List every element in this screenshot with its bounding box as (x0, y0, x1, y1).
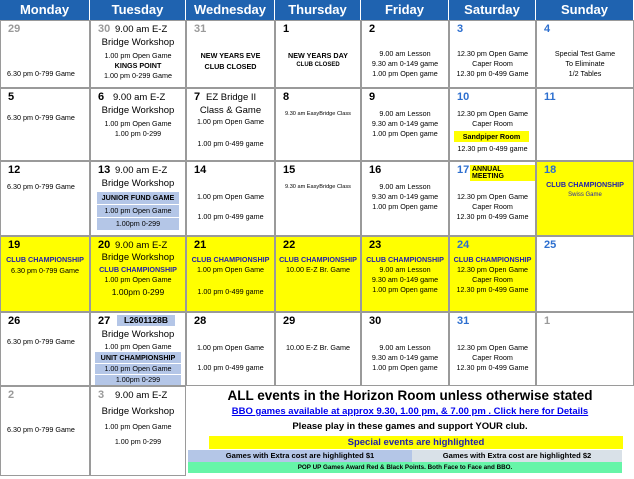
event-text: 12.30 pm 0-499 Game (456, 69, 529, 78)
event-text: 9.00 am Lesson (379, 109, 431, 118)
event-text: 6.30 pm 0-799 Game (11, 266, 79, 275)
date-number: 19 (8, 239, 21, 251)
event-text: 9.00 am Lesson (379, 265, 431, 274)
day-cell (90, 386, 186, 476)
event-text: To Eliminate (565, 59, 605, 68)
day-cell (90, 88, 186, 161)
event-text: 12.30 pm Open Game (456, 265, 529, 274)
date-number: 10 (457, 91, 470, 103)
event-text: KINGS POINT (114, 61, 162, 70)
day-cell (90, 312, 186, 386)
event-text: Caper Room (472, 59, 513, 68)
day-cell (275, 20, 361, 88)
event-text: 12.30 pm 0-499 game (457, 144, 528, 153)
event-text: 9.30 am 0-149 game (371, 59, 439, 68)
event-text: 1.00 pm Open Game (196, 343, 265, 352)
extra-cost-highlight: L2601128B (117, 315, 175, 326)
event-text: CLUB CHAMPIONSHIP (279, 255, 357, 264)
event-text: Bridge Workshop (101, 329, 175, 340)
date-number: 28 (194, 315, 207, 327)
header-sunday: Sunday (536, 0, 634, 20)
event-text: 6.30 pm 0-799 Game (7, 182, 75, 191)
event-text: 1.00 pm 0-499 game (197, 139, 264, 148)
header-thursday: Thursday (275, 0, 361, 20)
event-text: 6.30 pm 0-799 Game (7, 425, 75, 434)
event-text: 1.00 pm 0-299 (114, 129, 162, 138)
event-text: 1.00 pm Open Game (104, 275, 172, 284)
event-text: 12.30 pm 0-499 Game (456, 363, 529, 372)
day-cell (536, 236, 634, 312)
date-number: 20 (98, 239, 111, 251)
event-text: Special Test Game (554, 49, 616, 58)
event-text: 9.30 am EasyBridge Class (285, 111, 351, 117)
support-club-note: Please play in these games and support YOUR club. (292, 421, 528, 432)
event-text: 9.00 am E-Z (113, 92, 166, 103)
date-number: 9 (369, 91, 376, 103)
day-cell (536, 312, 634, 386)
event-text: 9.30 am EasyBridge Class (285, 184, 351, 190)
special-events-legend: Special events are highlighted (209, 436, 623, 449)
date-number: 5 (8, 91, 15, 103)
day-cell-special (0, 236, 90, 312)
date-number: 26 (8, 315, 21, 327)
extra-cost-highlight: UNIT CHAMPIONSHIP (95, 352, 181, 363)
day-cell (361, 312, 449, 386)
date-number: 12 (8, 164, 21, 176)
event-text: 1/2 Tables (568, 69, 602, 78)
event-text: CLUB CLOSED (204, 62, 257, 71)
event-text: 6.30 pm 0-799 Game (7, 69, 75, 78)
event-text: 12.30 pm 0-499 Game (456, 212, 529, 221)
day-cell (0, 161, 90, 236)
event-text: Bridge Workshop (101, 37, 175, 48)
date-number: 29 (283, 315, 296, 327)
date-number: 13 (98, 164, 111, 176)
special-event-highlight: ANNUAL MEETING (470, 165, 535, 181)
date-number: 4 (544, 23, 551, 35)
date-number: 27 (98, 315, 111, 327)
event-text: 12.30 pm Open Game (456, 343, 529, 352)
day-cell (449, 312, 536, 386)
day-cell (361, 88, 449, 161)
date-number: 7 (194, 91, 201, 103)
event-text: 1.00 pm Open game (372, 363, 438, 372)
day-cell (536, 20, 634, 88)
event-text: 12.30 pm 0-499 Game (456, 285, 529, 294)
event-text: 1.00 pm Open Game (104, 422, 172, 431)
header-tuesday: Tuesday (90, 0, 186, 20)
day-cell (449, 88, 536, 161)
popup-games-legend: POP UP Games Award Red & Black Points. Both Face to Face and BBO. (188, 462, 622, 473)
header-friday: Friday (361, 0, 449, 20)
date-number: 31 (194, 23, 207, 35)
event-text: 9.00 am E-Z (115, 390, 168, 401)
day-cell-special (449, 236, 536, 312)
date-number: 2 (8, 389, 15, 401)
event-text: 1.00 pm Open game (372, 202, 438, 211)
event-text: 9.30 am 0-149 game (371, 119, 439, 128)
date-number: 14 (194, 164, 207, 176)
event-text: Caper Room (472, 119, 513, 128)
event-text: CLUB CHAMPIONSHIP (6, 255, 84, 264)
day-cell (0, 386, 90, 476)
header-saturday: Saturday (449, 0, 536, 20)
extra-cost-legend-2: Games with Extra cost are highlighted $2 (412, 450, 622, 462)
day-cell (186, 20, 275, 88)
event-text: 1.00 pm 0-499 game (197, 212, 264, 221)
day-cell-special (275, 236, 361, 312)
header-wednesday: Wednesday (186, 0, 275, 20)
date-number: 17 (457, 164, 470, 176)
day-cell (449, 161, 536, 236)
day-cell (0, 312, 90, 386)
event-text: Bridge Workshop (101, 406, 175, 417)
event-text: 1.00 pm Open Game (196, 192, 265, 201)
event-text: 9.00 am Lesson (379, 182, 431, 191)
event-text: 1.00 pm Open Game (104, 51, 172, 60)
header-monday: Monday (0, 0, 90, 20)
day-cell-special (90, 236, 186, 312)
day-cell (361, 20, 449, 88)
date-number: 1 (544, 315, 551, 327)
date-number: 31 (457, 315, 470, 327)
extra-cost-highlight: 1.00pm 0-299 (97, 218, 179, 230)
day-cell (90, 161, 186, 236)
extra-cost-highlight: JUNIOR FUND GAME (97, 192, 179, 204)
event-text: 6.30 pm 0-799 Game (7, 113, 75, 122)
event-text: 9.30 am 0-149 game (371, 353, 439, 362)
day-cell (186, 88, 275, 161)
date-number: 8 (283, 91, 290, 103)
day-cell (361, 161, 449, 236)
date-number: 11 (544, 91, 556, 103)
event-text: 9.00 am E-Z (115, 240, 168, 251)
event-text: Caper Room (472, 353, 513, 362)
day-cell (275, 161, 361, 236)
extra-cost-highlight: 1.00 pm Open Game (97, 205, 179, 217)
event-text: CLUB CHAMPIONSHIP (191, 255, 270, 264)
event-text: 1.00pm 0-299 (111, 287, 165, 297)
event-text: 1.00 pm Open Game (196, 117, 265, 126)
date-number: 23 (369, 239, 382, 251)
event-text: 9.30 am 0-149 game (371, 192, 439, 201)
day-cell (0, 20, 90, 88)
event-text: NEW YEARS DAY (288, 51, 348, 60)
event-text: 1.00 pm 0-499 game (197, 363, 264, 372)
event-text: 1.00 pm Open game (372, 285, 438, 294)
day-cell-special (186, 236, 275, 312)
event-text: 1.00 pm Open Game (104, 119, 172, 128)
event-text: 1.00 pm Open Game (196, 265, 265, 274)
day-cell (449, 20, 536, 88)
event-text: 9.00 am E-Z (115, 165, 168, 176)
event-text: 1.00 pm 0-299 (114, 437, 162, 446)
event-text: NEW YEARS EVE (200, 51, 261, 60)
day-cell-special (361, 236, 449, 312)
event-text: CLUB CHAMPIONSHIP (366, 255, 444, 264)
event-text: CLUB CHAMPIONSHIP (453, 255, 532, 264)
day-cell (186, 312, 275, 386)
date-number: 21 (194, 239, 207, 251)
event-text: Swiss Game (568, 192, 602, 198)
event-text: Bridge Workshop (101, 252, 175, 263)
event-text: 1.00 pm 0-299 Game (104, 71, 172, 80)
date-number: 1 (283, 23, 290, 35)
event-text: 10.00 E-Z Br. Game (286, 265, 350, 274)
date-number: 25 (544, 239, 557, 251)
date-number: 24 (457, 239, 470, 251)
bbo-details-link[interactable]: BBO games available at approx 9.30, 1.00 pm, & 7.00 pm . Click here for Details (231, 406, 589, 417)
day-cell (90, 20, 186, 88)
event-text: Caper Room (472, 275, 513, 284)
extra-cost-legend-1: Games with Extra cost are highlighted $1 (188, 450, 412, 462)
event-text: 12.30 pm Open Game (456, 192, 529, 201)
day-cell-special (536, 161, 634, 236)
date-number: 22 (283, 239, 296, 251)
event-text: 9.00 am Lesson (379, 49, 431, 58)
date-number: 15 (283, 164, 296, 176)
event-text: CLUB CHAMPIONSHIP (546, 180, 624, 189)
date-number: 3 (457, 23, 464, 35)
extra-cost-highlight: 1.00 pm Open Game (95, 364, 181, 374)
event-text: Caper Room (472, 202, 513, 211)
date-number: 30 (98, 23, 111, 35)
date-number: 2 (369, 23, 376, 35)
extra-cost-highlight: 1.00pm 0-299 (95, 375, 181, 385)
event-text: Bridge Workshop (101, 178, 175, 189)
event-text: 1.00 pm Open Game (104, 342, 172, 351)
day-cell (536, 88, 634, 161)
event-text: CLUB CLOSED (296, 62, 340, 68)
date-number: 16 (369, 164, 382, 176)
event-text: CLUB CHAMPIONSHIP (99, 265, 177, 274)
event-text: 1.00 pm Open game (372, 69, 438, 78)
date-number: 29 (8, 23, 21, 35)
event-text: 9.00 am E-Z (115, 24, 168, 35)
event-text: 9.30 am 0-149 game (371, 275, 439, 284)
event-text: 1.00 pm 0-499 game (197, 287, 264, 296)
event-text: 9.00 am Lesson (379, 343, 431, 352)
event-text: 1.00 pm Open game (372, 129, 438, 138)
event-text: 10.00 E-Z Br. Game (286, 343, 350, 352)
day-cell (275, 312, 361, 386)
event-text: 12.30 pm Open Game (456, 109, 529, 118)
day-cell (275, 88, 361, 161)
date-number: 6 (98, 91, 105, 103)
date-number: 3 (98, 389, 105, 401)
event-text: 12.30 pm Open Game (456, 49, 529, 58)
date-number: 30 (369, 315, 382, 327)
day-cell (186, 161, 275, 236)
event-text: 6.30 pm 0-799 Game (7, 337, 75, 346)
event-text: Bridge Workshop (101, 105, 175, 116)
special-event-highlight: Sandpiper Room (454, 131, 529, 142)
all-events-note: ALL events in the Horizon Room unless otherwise stated (227, 388, 593, 403)
event-text: Class & Game (199, 105, 262, 116)
day-cell (0, 88, 90, 161)
date-number: 18 (544, 164, 557, 176)
event-text: EZ Bridge II (206, 92, 257, 103)
